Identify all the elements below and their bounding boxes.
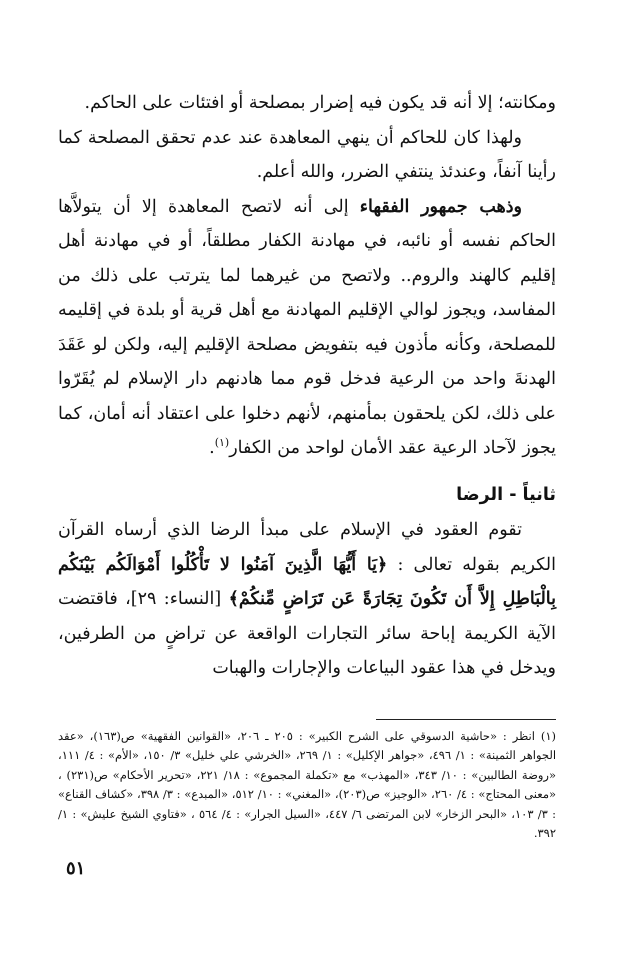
section-text-block xyxy=(58,513,556,686)
paragraph: ومكانته؛ إلا أنه قد يكون فيه إضرار بمصلحة أو افتئات على الحاكم. xyxy=(84,93,556,113)
footnotes xyxy=(58,727,556,843)
footnote: (١) انظر : «حاشية الدسوقي على الشرح الكبير» : ٢٠٥ ـ ٢٠٦، «القوانين الفقهية» ص(١٦٣)، «عقد الجواهر الثمينة» : ١/ ٤٩٦، «جواهر الإكليل» : ١/ ٢٦٩، «الخرشي علي خليل» ٣/ ١٥٠، «الأم» : ٤/ ١١١، «روضة الطالبين» : ١٠/ ٣٤٣، «المهذب» مع «تكملة المجموع» : ١٨/ ٢٢١، «تحرير الأحكام» ص(٢٣١) ، «معنى المحتاج» : ٤/ ٢٦٠، «الوجيز» ص(٢٠٣)، «المغني» : ١٠/ ٥١٢، «المبدع» : ٣/ ٣٩٨، «كشاف القناع» : ٣/ ١٠٣، «البحر الزخار» لابن المرتضى ٦/ ٤٤٧، «السيل الجرار» : ٤/ ٥٦٤ ، «فتاوي الشيخ عليش» : ١/ ٣٩٢. xyxy=(58,729,557,841)
paragraph-text: فاقتضت الآية الكريمة إباحة سائر التجارات الواقعة عن تراضٍ من الطرفين، ويدخل في هذا عقود البياعات والإجارات والهبات xyxy=(58,589,556,678)
bold-lead-phrase: وذهب جمهور الفقهاء xyxy=(359,196,522,217)
main-text-block xyxy=(58,86,556,466)
verse-citation: [النساء: ٢٩]، xyxy=(125,589,229,609)
page-number: ٥١ xyxy=(66,858,86,879)
paragraph xyxy=(58,513,556,686)
paragraph-text: إلى أنه لاتصح المعاهدة إلا أن يتولاَّها الحاكم نفسه أو نائبه، في مهادنة الكفار مطلقاً، أو في مهادنة أهل إقليم كالهند والروم.. ولاتصح من غيرهما لما يترتب على ذلك من المفاسد، ويجوز لوالي الإقليم المهادنة مع أهل قرية أو بلدة في إقليمه للمصلحة، وكأنه مأذون فيه بتفويض مصلحة الإقليم إليه، ولكن لو عَقَدَ الهدنةَ واحد من الرعية فدخل قوم مما هادنهم دار الإسلام لم يُقَرّوا على ذلك، لكن يلحقون بمأمنهم، لأنهم دخلوا على اعتقاد أنه أمان، كما يجوز لآحاد الرعية عقد الأمان لواحد من الكفار xyxy=(58,196,556,458)
footnote-divider xyxy=(376,719,556,720)
footnote-reference: (١) xyxy=(214,436,230,450)
paragraph: ولهذا كان للحاكم أن ينهي المعاهدة عند عدم تحقق المصلحة كما رأينا آنفاً، وعندئذ ينتفي الضرر، والله أعلم. xyxy=(58,127,556,182)
quran-verse: ﴿يَا أَيُّهَا الَّذِينَ آمَنُوا لا تَأْكُلُوا أَمْوَالَكُم بَيْنَكُم بِالْبَاطِلِ إِلاَّ أَن تَكُونَ تِجَارَةً عَن تَرَاضٍ مِّنكُمْ﴾ xyxy=(58,554,557,609)
paragraph-end: . xyxy=(209,438,215,458)
paragraph xyxy=(58,190,556,466)
paragraph-text: تقوم العقود في الإسلام على مبدأ الرضا الذي أرساه القرآن الكريم بقوله تعالى : xyxy=(58,520,556,575)
section-heading: ثانياً - الرضا xyxy=(456,485,556,505)
